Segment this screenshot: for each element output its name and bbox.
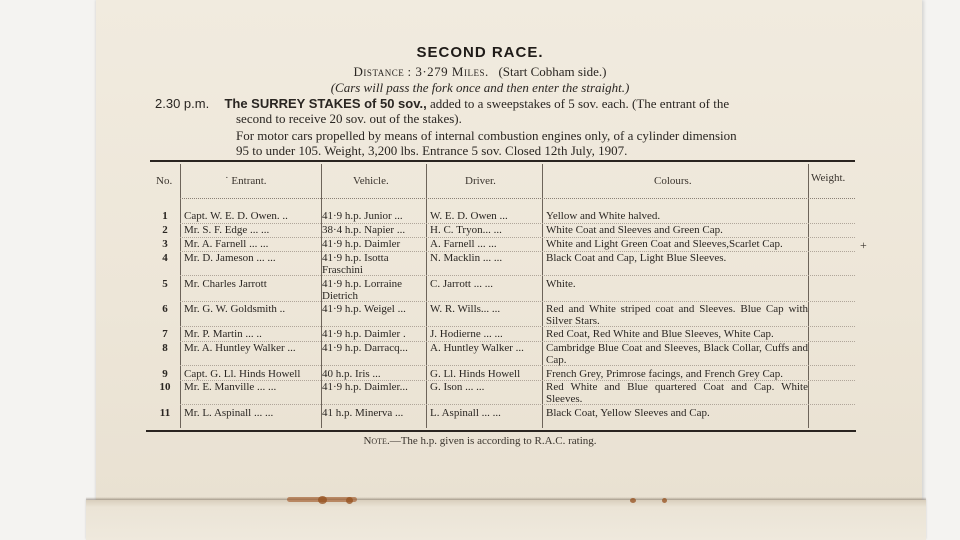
race-title: SECOND RACE. — [416, 44, 544, 61]
row-entrant: Mr. A. Huntley Walker ... — [184, 342, 296, 354]
header-weight: Weight. — [811, 172, 846, 184]
row-number: 3 — [162, 238, 168, 250]
row-number: 9 — [162, 368, 168, 380]
row-driver: G. Ll. Hinds Howell — [430, 368, 521, 380]
row-vehicle: 41·9 h.p. Lorraine Dietrich — [322, 278, 403, 302]
rust-stain — [662, 498, 667, 503]
row-entrant: Mr. P. Martin ... .. — [184, 328, 262, 340]
row-entrant: Mr. L. Aspinall ... ... — [184, 407, 274, 419]
row-entrant: Mr. A. Farnell ... ... — [184, 238, 269, 250]
row-rule — [180, 365, 855, 366]
table-top-rule — [150, 160, 855, 162]
row-colours: White Coat and Sleeves and Green Cap. — [546, 224, 723, 236]
row-number: 8 — [162, 342, 168, 354]
race-conditions: For motor cars propelled by means of internal combustion engines only, of a cylinder dimension — [236, 128, 737, 143]
row-colours: French Grey, Primrose facings, and French Grey Cap. — [546, 368, 783, 380]
rust-stain — [630, 498, 636, 503]
row-vehicle: 41 h.p. Minerva ... — [322, 407, 404, 419]
row-rule — [180, 404, 855, 405]
row-driver: J. Hodierne ... ... — [430, 328, 503, 340]
row-colours: Black Coat, Yellow Sleeves and Cap. — [546, 407, 710, 419]
header-vehicle: Vehicle. — [353, 175, 389, 187]
header-colours: Colours. — [654, 175, 692, 187]
row-driver: N. Macklin ... ... — [430, 252, 503, 264]
margin-mark: + — [860, 238, 867, 252]
row-driver: A. Huntley Walker ... — [430, 342, 524, 354]
row-number: 1 — [162, 210, 168, 222]
row-entrant: Mr. D. Jameson ... ... — [184, 252, 276, 264]
row-vehicle: 38·4 h.p. Napier ... — [322, 224, 406, 236]
distance-label: Distance — [353, 64, 405, 79]
row-vehicle: 41·9 h.p. Isotta Fraschini — [322, 252, 389, 276]
row-number: 2 — [162, 224, 168, 236]
row-driver: C. Jarrott ... ... — [430, 278, 493, 290]
row-entrant: Mr. S. F. Edge ... ... — [184, 224, 270, 236]
header-entrant: ˙ Entrant. — [225, 175, 267, 187]
row-colours: Black Coat and Cap, Light Blue Sleeves. — [546, 252, 727, 264]
start-side: (Start Cobham side.) — [498, 64, 607, 79]
row-number: 10 — [159, 381, 171, 393]
table-bottom-rule — [146, 430, 856, 432]
row-number: 6 — [162, 303, 168, 315]
note-label: Note. — [363, 435, 390, 447]
row-entrant: Mr. E. Manville ... ... — [184, 381, 277, 393]
row-vehicle: 40 h.p. Iris ... — [322, 368, 381, 380]
row-vehicle: 41·9 h.p. Junior ... — [322, 210, 403, 222]
column-divider — [542, 164, 543, 428]
row-driver: A. Farnell ... ... — [430, 238, 497, 250]
row-colours: Red Coat, Red White and Blue Sleeves, White Cap. — [546, 328, 774, 340]
row-colours: Cambridge Blue Coat and Sleeves, Black Collar, Cuffs and Cap. — [546, 342, 808, 366]
row-entrant: Mr. Charles Jarrott — [184, 278, 267, 290]
header-driver: Driver. — [465, 175, 496, 187]
row-driver: L. Aspinall ... ... — [430, 407, 501, 419]
column-divider — [808, 164, 809, 428]
rust-stain — [318, 496, 327, 504]
row-number: 7 — [162, 328, 168, 340]
row-entrant: Capt. G. Ll. Hinds Howell — [184, 368, 301, 380]
row-colours: White. — [546, 278, 576, 290]
row-driver: G. Ison ... ... — [430, 381, 485, 393]
next-page-edge — [86, 500, 926, 540]
distance-value: : 3·279 Miles. — [407, 64, 489, 79]
fork-note: (Cars will pass the fork once and then enter the straight.) — [330, 80, 630, 95]
column-divider — [180, 164, 181, 428]
header-rule — [180, 198, 855, 199]
row-driver: H. C. Tryon... ... — [430, 224, 502, 236]
row-rule — [180, 326, 855, 327]
entries-table — [150, 160, 855, 432]
row-colours: Red and White striped coat and Sleeves. Blue Cap with Silver Stars. — [546, 303, 808, 327]
header-no: No. — [156, 175, 173, 187]
race-time: 2.30 p.m. — [155, 96, 210, 111]
row-colours: Yellow and White halved. — [546, 210, 661, 222]
row-rule — [180, 275, 855, 276]
distance-line — [0, 64, 960, 80]
row-number: 11 — [159, 407, 171, 419]
note — [0, 435, 960, 447]
column-divider — [426, 164, 427, 428]
race-name: The SURREY STAKES of 50 sov., — [224, 96, 427, 111]
race-line — [155, 96, 855, 111]
row-entrant: Mr. G. W. Goldsmith .. — [184, 303, 286, 315]
row-rule — [180, 301, 855, 302]
row-driver: W. R. Wills... ... — [430, 303, 501, 315]
rust-stain — [346, 497, 353, 504]
row-colours: White and Light Green Coat and Sleeves,Scarlet Cap. — [546, 238, 783, 250]
row-driver: W. E. D. Owen ... — [430, 210, 508, 222]
row-vehicle: 41·9 h.p. Daimler . — [322, 328, 406, 340]
row-vehicle: 41·9 h.p. Darracq... — [322, 342, 408, 354]
race-terms-continued: second to receive 20 sov. out of the stakes). — [236, 111, 462, 126]
row-number: 5 — [162, 278, 168, 290]
row-vehicle: 41·9 h.p. Daimler — [322, 238, 401, 250]
row-vehicle: 41·9 h.p. Weigel ... — [322, 303, 406, 315]
race-terms: added to a sweepstakes of 5 sov. each. (The entrant of the — [429, 96, 730, 111]
row-colours: Red White and Blue quartered Coat and Cap. White Sleeves. — [546, 381, 808, 405]
row-vehicle: 41·9 h.p. Daimler... — [322, 381, 408, 393]
row-entrant: Capt. W. E. D. Owen. .. — [184, 210, 288, 222]
race-conditions-continued: 95 to under 105. Weight, 3,200 lbs. Entrance 5 sov. Closed 12th July, 1907. — [236, 143, 628, 158]
note-text: —The h.p. given is according to R.A.C. rating. — [389, 435, 597, 447]
row-number: 4 — [162, 252, 168, 264]
